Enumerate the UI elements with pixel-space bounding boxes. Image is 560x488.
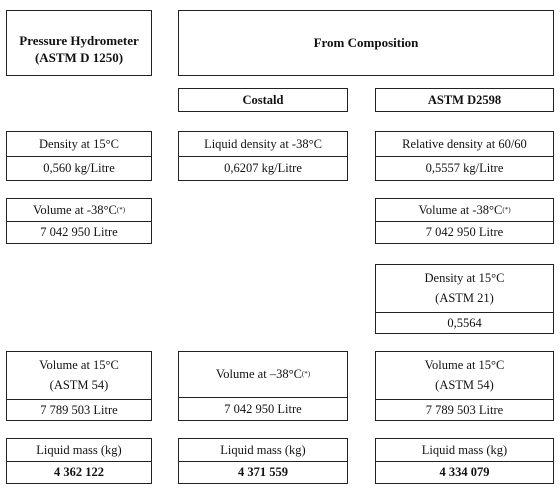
astm-density-label: Relative density at 60/60 (402, 136, 527, 151)
hydrometer-mass-label: Liquid mass (kg) (36, 442, 122, 457)
astm-volume-box (375, 198, 554, 244)
astm-volume15-label: Volume at 15°C (424, 357, 505, 372)
hydrometer-density-value: 0,560 kg/Litre (7, 156, 151, 181)
astm-density15-value: 0,5564 (376, 312, 553, 333)
hydrometer-mass-value: 4 362 122 (7, 461, 151, 484)
astm-volume15-value: 7 789 503 Litre (376, 399, 553, 420)
astm-volume15-standard: (ASTM 54) (435, 378, 494, 393)
costald-volume-value: 7 042 950 Litre (179, 397, 347, 420)
costald-volume-label-row: Volume at –38°C (*) (215, 367, 311, 382)
astm-volume-value: 7 042 950 Litre (376, 221, 553, 244)
astm-density15-standard: (ASTM 21) (435, 291, 494, 306)
from-composition-title: From Composition (313, 34, 419, 50)
costald-volume-box (178, 351, 348, 421)
astm-volume15-box (375, 351, 554, 421)
astm-mass-value: 4 334 079 (376, 461, 553, 484)
pressure-hydrometer-standard: (ASTM D 1250) (34, 50, 124, 65)
costald-volume-label: Volume at –38°C (215, 367, 302, 382)
astm-density15-label: Density at 15°C (424, 270, 505, 285)
costald-title: Costald (242, 92, 284, 107)
costald-header (178, 88, 348, 112)
astm-density-value: 0,5557 kg/Litre (376, 156, 553, 181)
hydrometer-density-box (6, 131, 152, 181)
astm-d2598-header (375, 88, 554, 112)
hydrometer-volume15-standard: (ASTM 54) (49, 378, 109, 393)
astm-d2598-title: ASTM D2598 (427, 92, 502, 107)
costald-mass-label: Liquid mass (kg) (220, 442, 306, 457)
hydrometer-volume15-box (6, 351, 152, 421)
from-composition-header (178, 10, 554, 76)
costald-density-label: Liquid density at -38°C (204, 136, 322, 151)
hydrometer-volume15-value: 7 789 503 Litre (7, 399, 151, 420)
astm-volume-label-row: Volume at -38°C (*) (418, 202, 511, 217)
astm-volume-label: Volume at -38°C (418, 202, 503, 217)
costald-mass-value: 4 371 559 (179, 461, 347, 484)
hydrometer-volume-label-row: Volume at -38°C (*) (32, 202, 126, 217)
costald-mass-box (178, 438, 348, 484)
astm-mass-label: Liquid mass (kg) (421, 442, 508, 457)
hydrometer-volume15-label: Volume at 15°C (39, 357, 119, 372)
pressure-hydrometer-title: Pressure Hydrometer (19, 33, 139, 49)
astm-density15-box (375, 264, 554, 334)
hydrometer-volume-box (6, 198, 152, 244)
pressure-hydrometer-header (6, 10, 152, 76)
costald-density-box (178, 131, 348, 181)
astm-mass-box (375, 438, 554, 484)
hydrometer-volume-label: Volume at -38°C (32, 202, 117, 217)
hydrometer-density-label: Density at 15°C (39, 136, 119, 151)
astm-density-box (375, 131, 554, 181)
hydrometer-volume-value: 7 042 950 Litre (7, 221, 151, 244)
costald-density-value: 0,6207 kg/Litre (179, 156, 347, 181)
hydrometer-mass-box (6, 438, 152, 484)
